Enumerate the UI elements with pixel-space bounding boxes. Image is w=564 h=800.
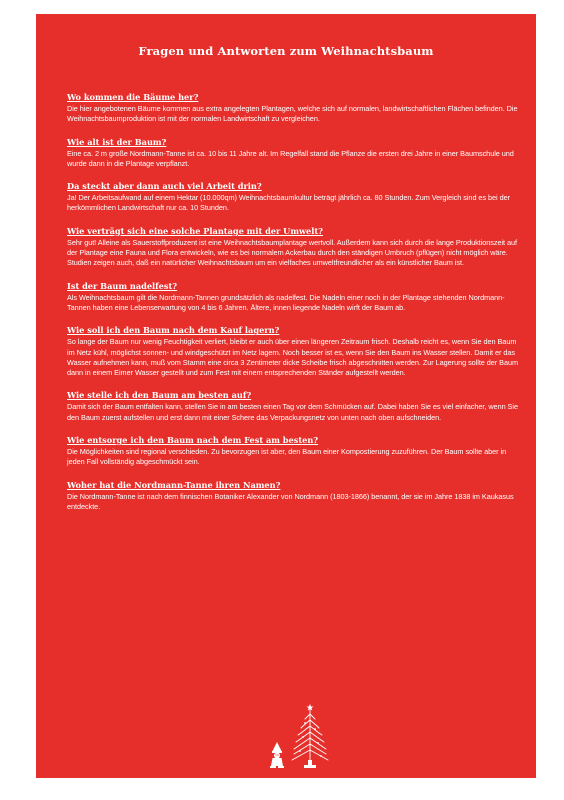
faq-answer: Als Weihnachtsbaum gilt die Nordmann-Tannen grundsätzlich als nadelfest. Die Nadeln einer noch in der Plantage stehenden Nordmann-Tannen haben eine Lebenserwartung von 4 bis 6 Jahren. Ältere, innen liegende Nadeln wirft der Baum ab. (67, 292, 505, 312)
faq-item (67, 390, 522, 423)
faq-item (67, 480, 522, 513)
faq-answer: Sehr gut! Alleine als Sauerstoffproduzent ist eine Weihnachtsbaumplantage wertvoll. Außerdem kann sich durch die lange Produktionszeit auf der Plantage eine Fauna und Flora entwickeln, wie es bei normalem Ackerbau durch den ständigen Umbruch (pflügen) nicht möglich wäre. Studien zeigen auch, daß ein natürlicher Weihnachtsbaum um ein vielfaches umweltfreundlicher als ein künstlicher Baum ist. (67, 237, 517, 268)
faq-answer: Ja! Der Arbeitsaufwand auf einem Hektar (10.000qm) Weihnachtsbaumkultur beträgt jährlich ca. 80 Stunden. Zum Vergleich sind es bei der herkömmlichen Landwirtschaft nur ca. 10 Stunden. (67, 193, 510, 213)
faq-question: Wo kommen die Bäume her? (67, 92, 199, 102)
faq-item (67, 435, 522, 468)
faq-answer: Die Möglichkeiten sind regional verschieden. Zu bevorzugen ist aber, den Baum einer Kompostierung zuzuführen. Der Baum sollte aber in jeden Fall vollständig abgeschmückt sein. (67, 447, 507, 467)
faq-question: Woher hat die Nordmann-Tanne ihren Namen? (67, 479, 281, 490)
faq-question: Ist der Baum nadelfest? (67, 280, 178, 291)
faq-list (67, 92, 522, 524)
faq-answer: Eine ca. 2 m große Nordmann-Tanne ist ca. 10 bis 11 Jahre alt. Im Regelfall stand die Pflanze die ersten drei Jahre in einer Baumschule und wurde dann in die Plantage verpflanzt. (67, 148, 514, 168)
faq-item (67, 92, 522, 125)
faq-answer: Die Nordmann-Tanne ist nach dem finnischen Botaniker Alexander von Nordmann (1803-1866) benannt, der sie im Jahre 1838 im Kaukasus entdeckte. (67, 491, 514, 511)
faq-question: Wie soll ich den Baum nach dem Kauf lagern? (67, 325, 280, 336)
faq-item (67, 281, 522, 314)
faq-question: Wie verträgt sich eine solche Plantage mit der Umwelt? (67, 225, 323, 236)
faq-answer: Die hier angebotenen Bäume kommen aus extra angelegten Plantagen, welche sich auf normalen, landwirtschaftlichen Flächen befinden. Die Weihnachtsbaumproduktion ist mit der normalen Landwirtschaft zu vergleichen. (67, 104, 518, 124)
faq-answer: So lange der Baum nur wenig Feuchtigkeit verliert, bleibt er auch über einen längeren Zeitraum frisch. Deshalb reicht es, wenn Sie den Baum im Netz kühl, möglichst sonnen- und windgeschützt im Netz lagern. Noch besser ist es, wenn Sie den Baum ins Wasser stellen. Damit er das Wasser aufnehmen kann, muß vom Stamm eine circa 3 Zentimeter dicke Scheibe frisch abgeschnitten werden. Zur Lagerung sollte der Baum dann in einem Eimer Wasser gestellt und zum Fest mit einem entsprechenden Ständer aufgestellt werden. (67, 337, 519, 378)
flyer-page (36, 14, 536, 778)
faq-item (67, 137, 522, 170)
faq-item (67, 325, 522, 378)
page-title: Fragen und Antworten zum Weihnachtsbaum (138, 44, 434, 58)
faq-answer: Damit sich der Baum entfalten kann, stellen Sie in am besten einen Tag vor dem Schmücken auf. Dabei haben Sie es viel einfacher, wenn Sie den Baum zuerst aufstellen und erst dann mit einer Schere das Verpackungsnetz von unten nach oben aufschneiden. (67, 402, 518, 422)
faq-question: Da steckt aber dann auch viel Arbeit drin? (67, 181, 262, 192)
christmas-tree-icon (288, 704, 332, 770)
faq-item (67, 181, 522, 214)
gnome-icon (269, 742, 285, 768)
faq-question: Wie entsorge ich den Baum nach dem Fest am besten? (67, 435, 319, 446)
faq-question: Wie stelle ich den Baum am besten auf? (67, 390, 252, 401)
faq-item (67, 226, 522, 269)
faq-question: Wie alt ist der Baum? (67, 136, 167, 147)
